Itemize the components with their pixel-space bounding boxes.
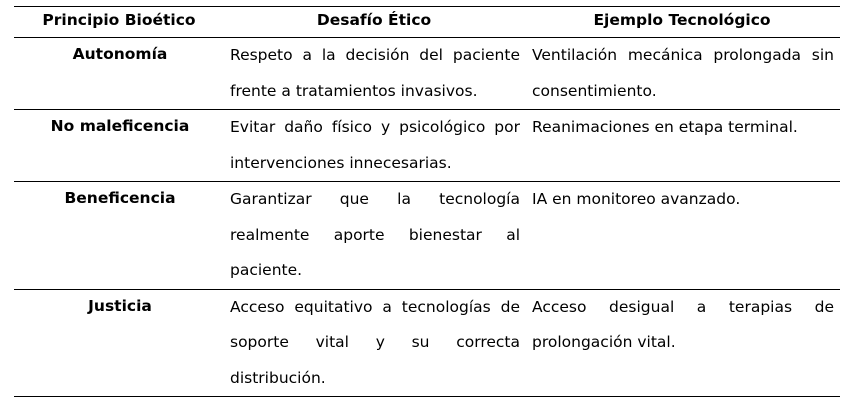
header-principle: Principio Bioético	[42, 11, 196, 29]
principle-cell: Beneficencia	[64, 189, 176, 207]
header-challenge: Desafío Ético	[316, 11, 432, 29]
table-header-row	[14, 7, 840, 38]
example-cell: Acceso desigual a terapias de prolongación vital.	[532, 297, 834, 351]
challenge-cell: Garantizar que la tecnología realmente aporte bienestar al paciente.	[230, 190, 520, 279]
principle-cell: No maleficencia	[50, 117, 190, 135]
table-row	[14, 38, 840, 110]
principle-cell: Autonomía	[72, 45, 168, 63]
table-row	[14, 289, 840, 397]
bioethics-table	[14, 6, 840, 397]
challenge-cell: Acceso equitativo a tecnologías de soporte vital y su correcta distribución.	[230, 297, 520, 387]
header-example: Ejemplo Tecnológico	[593, 11, 771, 29]
challenge-cell: Respeto a la decisión del paciente frente a tratamientos invasivos.	[230, 46, 520, 100]
example-cell: Ventilación mecánica prolongada sin consentimiento.	[532, 46, 834, 100]
challenge-cell: Evitar daño físico y psicológico por intervenciones innecesarias.	[230, 118, 520, 172]
table-row	[14, 182, 840, 290]
principle-cell: Justicia	[88, 296, 152, 315]
example-cell: Reanimaciones en etapa terminal.	[532, 118, 798, 136]
table-row	[14, 110, 840, 182]
example-cell: IA en monitoreo avanzado.	[532, 190, 741, 208]
